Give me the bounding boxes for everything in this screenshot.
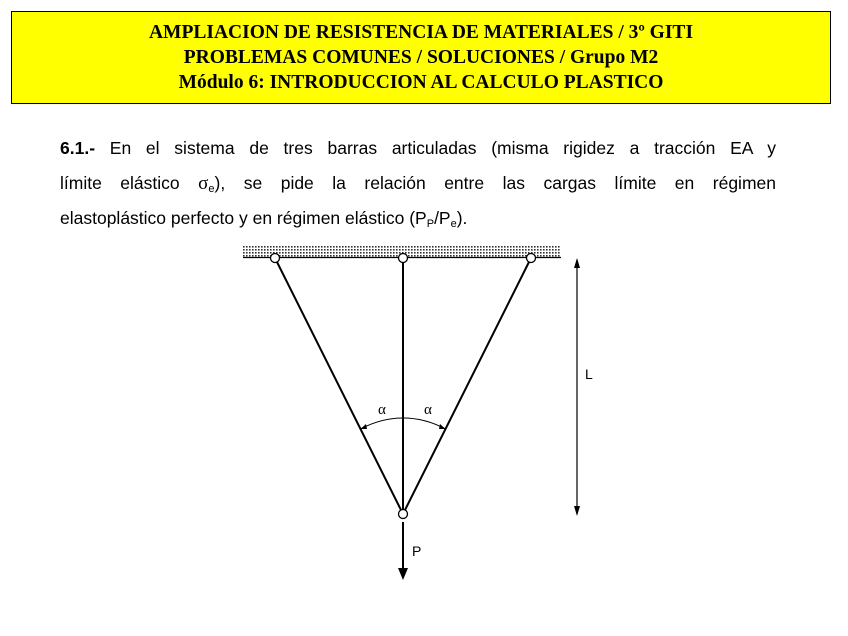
center-hinge — [399, 254, 408, 263]
module-title: Módulo 6: INTRODUCCION AL CALCULO PLASTICO — [178, 72, 664, 93]
sigma-symbol: σ — [198, 173, 209, 194]
alpha-label-right: α — [424, 402, 432, 418]
angle-arrow-left — [361, 424, 368, 429]
problem-line-1-text: En el sistema de tres barras articuladas (misma rigidez a tracción EA y — [109, 138, 776, 158]
p-elastic-subscript: e — [450, 218, 457, 230]
problem-line-2-text-a: límite elástico — [60, 173, 199, 193]
bottom-joint — [399, 510, 408, 519]
angle-arc-left — [361, 418, 404, 429]
left-bar — [275, 258, 403, 514]
length-label: L — [585, 366, 593, 382]
problem-number: 6.1.- — [60, 138, 96, 158]
load-arrow-head — [398, 568, 408, 580]
length-arrow-top — [574, 258, 580, 268]
problem-line-3-text-b: /P — [434, 208, 451, 228]
alpha-label-left: α — [378, 402, 386, 418]
length-arrow-bottom — [574, 506, 580, 516]
sigma-subscript: e — [208, 183, 215, 195]
problem-line-2-text-b: ), se pide la relación entre las cargas límite en régimen — [214, 173, 776, 193]
right-bar — [403, 258, 531, 514]
course-title: AMPLIACION DE RESISTENCIA DE MATERIALES / 3º GITI — [148, 22, 694, 43]
angle-arc-right — [403, 418, 446, 429]
right-hinge — [527, 254, 536, 263]
load-label: P — [412, 543, 422, 559]
p-plastic-subscript: P — [426, 218, 435, 230]
angle-arrow-right — [439, 424, 446, 429]
problem-line-3-text-c: ). — [456, 208, 468, 228]
problem-line-3-text-a: elastoplástico perfecto y en régimen elástico (P — [60, 208, 427, 228]
section-title: PROBLEMAS COMUNES / SOLUCIONES / Grupo M2 — [183, 47, 659, 68]
left-hinge — [271, 254, 280, 263]
